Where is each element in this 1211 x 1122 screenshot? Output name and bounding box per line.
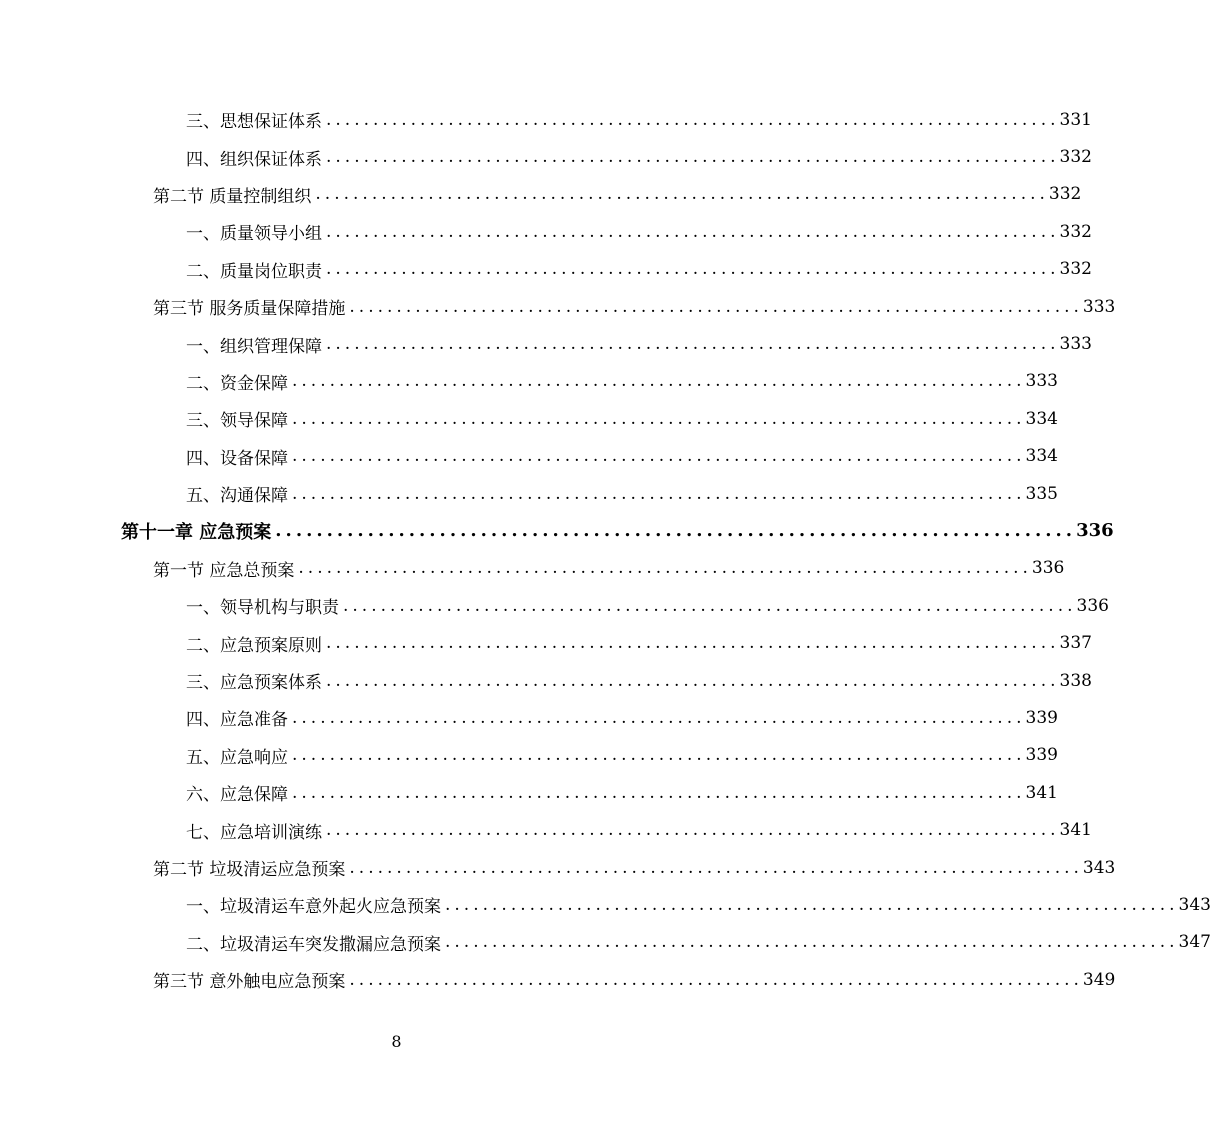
toc-entry-page: 332 xyxy=(1048,184,1082,205)
toc-entry-page: 343 xyxy=(1178,894,1211,915)
toc-entry-page: 335 xyxy=(1025,483,1058,504)
toc-entry-page: 334 xyxy=(1025,446,1058,467)
toc-entry-page: 331 xyxy=(1059,109,1092,130)
toc-leader-dots: .............................................................................. xyxy=(326,670,1060,691)
toc-entry-label: 五、沟通保障 xyxy=(186,486,288,507)
toc-entry[interactable] xyxy=(0,475,1058,512)
toc-entry[interactable] xyxy=(0,587,1109,624)
toc-leader-dots: .............................................................................. xyxy=(292,446,1026,467)
toc-entry-page: 336 xyxy=(1031,558,1065,579)
toc-entry[interactable] xyxy=(0,662,1092,699)
toc-leader-dots: .............................................................................. xyxy=(292,371,1026,392)
toc-entry-page: 336 xyxy=(1076,520,1114,542)
toc-entry[interactable] xyxy=(0,849,1116,886)
toc-entry[interactable] xyxy=(0,363,1058,400)
toc-entry-page: 338 xyxy=(1059,670,1092,691)
toc-entry[interactable] xyxy=(0,886,1211,923)
toc-chapter-entry[interactable] xyxy=(0,512,1114,549)
toc-entry[interactable] xyxy=(0,101,1092,138)
toc-entry-label: 五、应急响应 xyxy=(186,747,288,768)
toc-leader-dots: .............................................................................. xyxy=(326,109,1060,130)
toc-leader-dots: .............................................................................. xyxy=(343,595,1077,616)
toc-leader-dots: .............................................................................. xyxy=(326,820,1060,841)
toc-entry-page: 339 xyxy=(1025,745,1058,766)
toc-leader-dots: .............................................................................. xyxy=(326,147,1060,168)
toc-entry[interactable] xyxy=(0,213,1092,250)
toc-entry-page: 333 xyxy=(1025,371,1058,392)
toc-entry-label: 三、领导保障 xyxy=(186,411,288,432)
toc-entry-label: 二、应急预案原则 xyxy=(186,635,322,656)
toc-leader-dots: .............................................................................. xyxy=(292,745,1026,766)
toc-entry-label: 一、质量领导小组 xyxy=(186,224,322,245)
toc-entry[interactable] xyxy=(0,624,1092,661)
toc-entry[interactable] xyxy=(0,961,1116,998)
toc-entry-label: 四、设备保障 xyxy=(186,448,288,469)
toc-entry-page: 349 xyxy=(1082,969,1116,990)
toc-entry-page: 332 xyxy=(1059,259,1092,280)
toc-entry-label: 二、资金保障 xyxy=(186,373,288,394)
toc-leader-dots: .............................................................................. xyxy=(292,707,1026,728)
toc-leader-dots: .............................................................................. xyxy=(326,259,1060,280)
toc-entry[interactable] xyxy=(0,288,1116,325)
toc-entry[interactable] xyxy=(0,811,1092,848)
toc-entry-label: 四、组织保证体系 xyxy=(186,149,322,170)
toc-entry-page: 333 xyxy=(1082,296,1116,317)
toc-leader-dots: .............................................................................. xyxy=(445,932,1179,953)
toc-entry[interactable] xyxy=(0,325,1092,362)
toc-entry-label: 七、应急培训演练 xyxy=(186,822,322,843)
toc-leader-dots: .............................................................................. xyxy=(275,520,1077,542)
toc-entry-label: 第二节 质量控制组织 xyxy=(153,186,312,207)
toc-entry-page: 341 xyxy=(1059,820,1092,841)
toc-entry-label: 第三节 服务质量保障措施 xyxy=(153,299,346,320)
toc-leader-dots: .............................................................................. xyxy=(326,221,1060,242)
toc-entry-label: 一、领导机构与职责 xyxy=(186,598,339,619)
toc-entry-label: 三、应急预案体系 xyxy=(186,673,322,694)
toc-entry-page: 341 xyxy=(1025,782,1058,803)
toc-entry[interactable] xyxy=(0,176,1082,213)
toc-entry-page: 332 xyxy=(1059,221,1092,242)
toc-entry-page: 336 xyxy=(1076,595,1109,616)
toc-entry-label: 三、思想保证体系 xyxy=(186,112,322,133)
toc-entry-label: 第二节 垃圾清运应急预案 xyxy=(153,860,346,880)
toc-entry[interactable] xyxy=(0,138,1092,175)
toc-entry[interactable] xyxy=(0,774,1058,811)
toc-leader-dots: .............................................................................. xyxy=(326,334,1060,355)
toc-entry-page: 337 xyxy=(1059,633,1092,654)
toc-entry-label: 一、组织管理保障 xyxy=(186,336,322,357)
toc-leader-dots: .............................................................................. xyxy=(445,894,1179,915)
toc-leader-dots: .............................................................................. xyxy=(292,408,1026,429)
toc-entry[interactable] xyxy=(0,251,1092,288)
toc-entry[interactable] xyxy=(0,400,1058,437)
toc-entry-page: 343 xyxy=(1082,857,1116,878)
toc-entry[interactable] xyxy=(0,550,1065,587)
toc-entry-page: 334 xyxy=(1025,408,1058,429)
toc-leader-dots: .............................................................................. xyxy=(292,483,1026,504)
toc-entry-label: 二、质量岗位职责 xyxy=(186,261,322,282)
toc-entry[interactable] xyxy=(0,924,1211,961)
toc-entry-label: 六、应急保障 xyxy=(186,785,288,806)
toc-entry-page: 339 xyxy=(1025,707,1058,728)
toc-entry-label: 一、垃圾清运车意外起火应急预案 xyxy=(186,897,441,918)
toc-entry-page: 347 xyxy=(1178,932,1211,953)
toc-entry-label: 二、垃圾清运车突发撒漏应急预案 xyxy=(186,934,441,955)
toc-entry-page: 333 xyxy=(1059,334,1092,355)
page-number: 8 xyxy=(391,1032,402,1051)
toc-entry[interactable] xyxy=(0,438,1058,475)
toc-leader-dots: .............................................................................. xyxy=(298,558,1032,579)
toc-leader-dots: .............................................................................. xyxy=(349,857,1083,878)
toc-entry-page: 332 xyxy=(1059,147,1092,168)
toc-leader-dots: .............................................................................. xyxy=(349,969,1083,990)
toc-entry-label: 四、应急准备 xyxy=(186,710,288,731)
toc-leader-dots: .............................................................................. xyxy=(326,633,1060,654)
toc-entry-label: 第一节 应急总预案 xyxy=(153,560,295,581)
toc-entry-label: 第三节 意外触电应急预案 xyxy=(153,972,346,993)
toc-entry-label: 第十一章 应急预案 xyxy=(121,521,272,543)
toc-entry[interactable] xyxy=(0,699,1058,736)
toc-leader-dots: .............................................................................. xyxy=(315,184,1049,205)
toc-entry[interactable] xyxy=(0,737,1058,774)
table-of-contents xyxy=(0,101,1211,998)
toc-leader-dots: .............................................................................. xyxy=(349,296,1083,317)
toc-leader-dots: .............................................................................. xyxy=(292,782,1026,803)
